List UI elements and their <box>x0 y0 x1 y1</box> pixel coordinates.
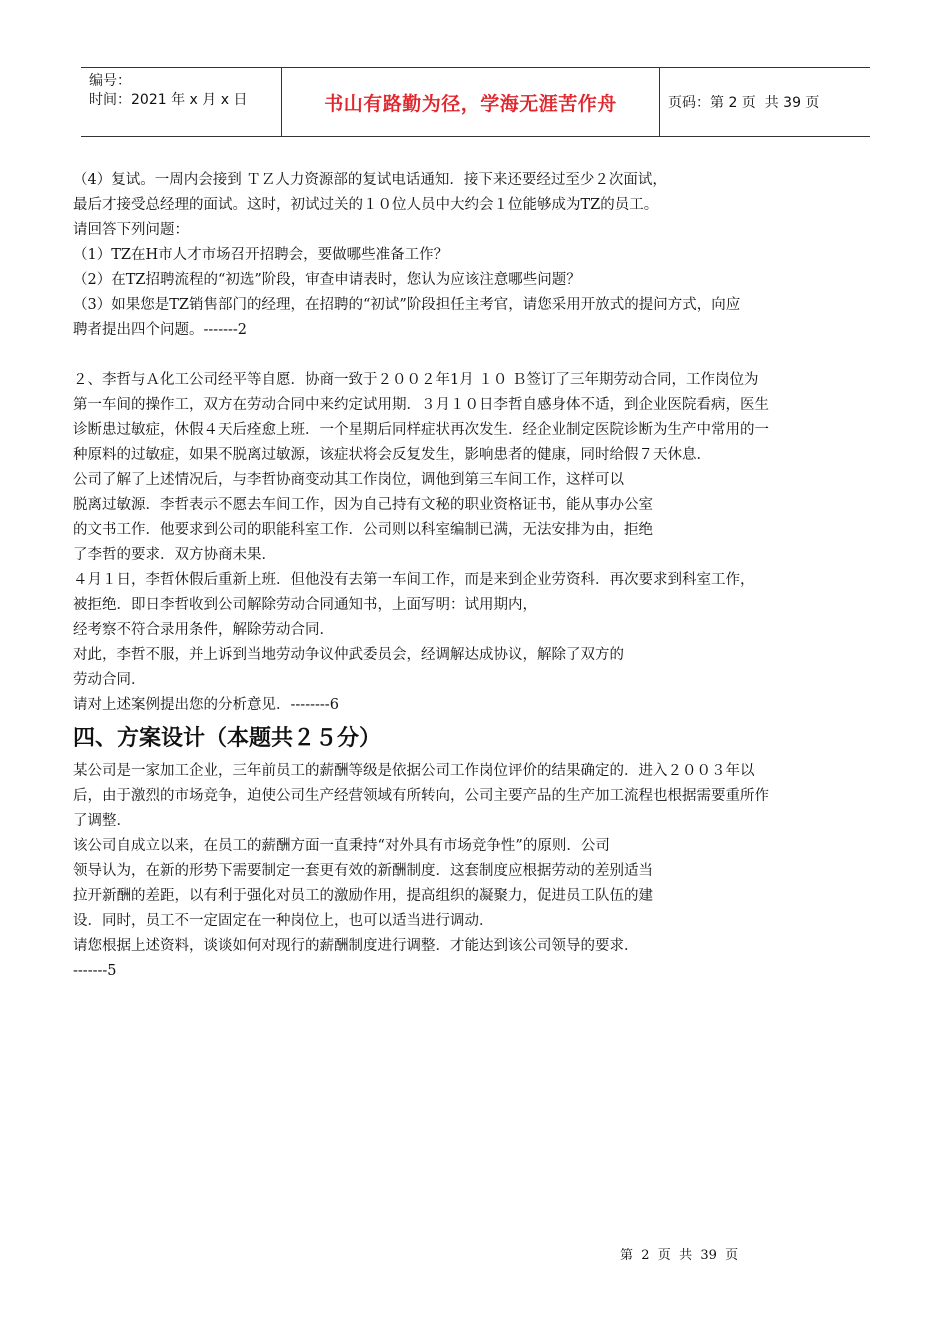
page-header <box>81 67 870 137</box>
paragraph-line: 脱离过敏源．李哲表示不愿去车间工作，因为自己持有文秘的职业资格证书，能从事办公室 <box>73 497 653 513</box>
paragraph-line: ２、李哲与Ａ化工公司经平等自愿．协商一致于２００２年1月 １０ Ｂ签订了三年期劳动合同，工作岗位为 <box>73 372 759 388</box>
paragraph-line: 劳动合同． <box>73 672 146 688</box>
paragraph-line: -------5 <box>73 963 117 979</box>
paragraph-line: 请回答下列问题： <box>73 222 189 238</box>
paragraph-line: 被拒绝．即日李哲收到公司解除劳动合同通知书，上面写明：试用期内， <box>73 597 537 613</box>
paragraph-line: 后，由于激烈的市场竞争，迫使公司生产经营领域有所转向，公司主要产品的生产加工流程也根据需要重所作 <box>73 788 769 804</box>
paragraph-line: 领导认为，在新的形势下需要制定一套更有效的新酬制度．这套制度应根据劳动的差别适当 <box>73 863 653 879</box>
paragraph-line: 请对上述案例提出您的分析意见．--------6 <box>73 697 339 713</box>
paragraph-line: 最后才接受总经理的面试。这时，初试过关的１０位人员中大约会１位能够成为TZ的员工。 <box>73 197 659 213</box>
paragraph-line: 该公司自成立以来，在员工的薪酬方面一直秉持“对外具有市场竞争性”的原则．公司 <box>73 838 610 854</box>
document-date: 时间：2021 年 x 月 x 日 <box>89 92 248 108</box>
paragraph-line: （1）TZ在H市人才市场召开招聘会，要做哪些准备工作？ <box>73 247 449 263</box>
section-heading: 四、方案设计（本题共２５分） <box>73 726 382 751</box>
paragraph-line: 拉开新酬的差距，以有利于强化对员工的激励作用，提高组织的凝聚力，促进员工队伍的建 <box>73 888 653 904</box>
paragraph-line: （4）复试。一周内会接到 ＴＺ人力资源部的复试电话通知．接下来还要经过至少２次面试， <box>73 172 667 188</box>
paragraph-line: 了调整． <box>73 813 131 829</box>
header-page-cell <box>660 68 870 136</box>
paragraph-line: 的文书工作．他要求到公司的职能科室工作．公司则以科室编制已满，无法安排为由，拒绝 <box>73 522 653 538</box>
blank-line <box>73 343 880 368</box>
header-meta <box>81 68 282 136</box>
document-number-label: 编号： <box>89 73 131 89</box>
paragraph-line: 某公司是一家加工企业，三年前员工的薪酬等级是依据公司工作岗位评价的结果确定的．进入２００３年以 <box>73 763 755 779</box>
paragraph-line: 公司了解了上述情况后，与李哲协商变动其工作岗位，调他到第三车间工作，这样可以 <box>73 472 624 488</box>
header-motto-cell <box>282 68 660 136</box>
paragraph-line: 经考察不符合录用条件，解除劳动合同． <box>73 622 334 638</box>
paragraph-line: 了李哲的要求．双方协商未果． <box>73 547 276 563</box>
paragraph-line: （3）如果您是TZ销售部门的经理，在招聘的“初试”阶段担任主考官，请您采用开放式的提问方式，向应 <box>73 297 741 313</box>
paragraph-line: 请您根据上述资料，谈谈如何对现行的薪酬制度进行调整．才能达到该公司领导的要求． <box>73 938 639 954</box>
paragraph-line: 设．同时，员工不一定固定在一种岗位上，也可以适当进行调动． <box>73 913 494 929</box>
paragraph-line: （2）在TZ招聘流程的“初选”阶段，审查申请表时，您认为应该注意哪些问题？ <box>73 272 581 288</box>
header-page-indicator: 页码：第 2 页 共 39 页 <box>668 95 820 111</box>
document-body <box>73 168 880 984</box>
paragraph-line: 聘者提出四个问题。-------2 <box>73 322 248 338</box>
paragraph-line: ４月１日，李哲休假后重新上班．但他没有去第一车间工作，而是来到企业劳资科．再次要求到科室工作， <box>73 572 755 588</box>
paragraph-line: 对此，李哲不服，并上诉到当地劳动争议仲武委员会，经调解达成协议，解除了双方的 <box>73 647 624 663</box>
page-footer: 第 2 页 共 39 页 <box>620 1248 739 1263</box>
header-motto: 书山有路勤为径，学海无涯苦作舟 <box>324 92 617 115</box>
paragraph-line: 第一车间的操作工，双方在劳动合同中来约定试用期．３月１０日李哲自感身体不适，到企业医院看病，医生 <box>73 397 769 413</box>
paragraph-line: 种原料的过敏症，如果不脱离过敏源，该症状将会反复发生，影响患者的健康，同时给假７天休息． <box>73 447 711 463</box>
paragraph-line: 诊断患过敏症，休假４天后痊愈上班．一个星期后同样症状再次发生．经企业制定医院诊断为生产中常用的一 <box>73 422 769 438</box>
